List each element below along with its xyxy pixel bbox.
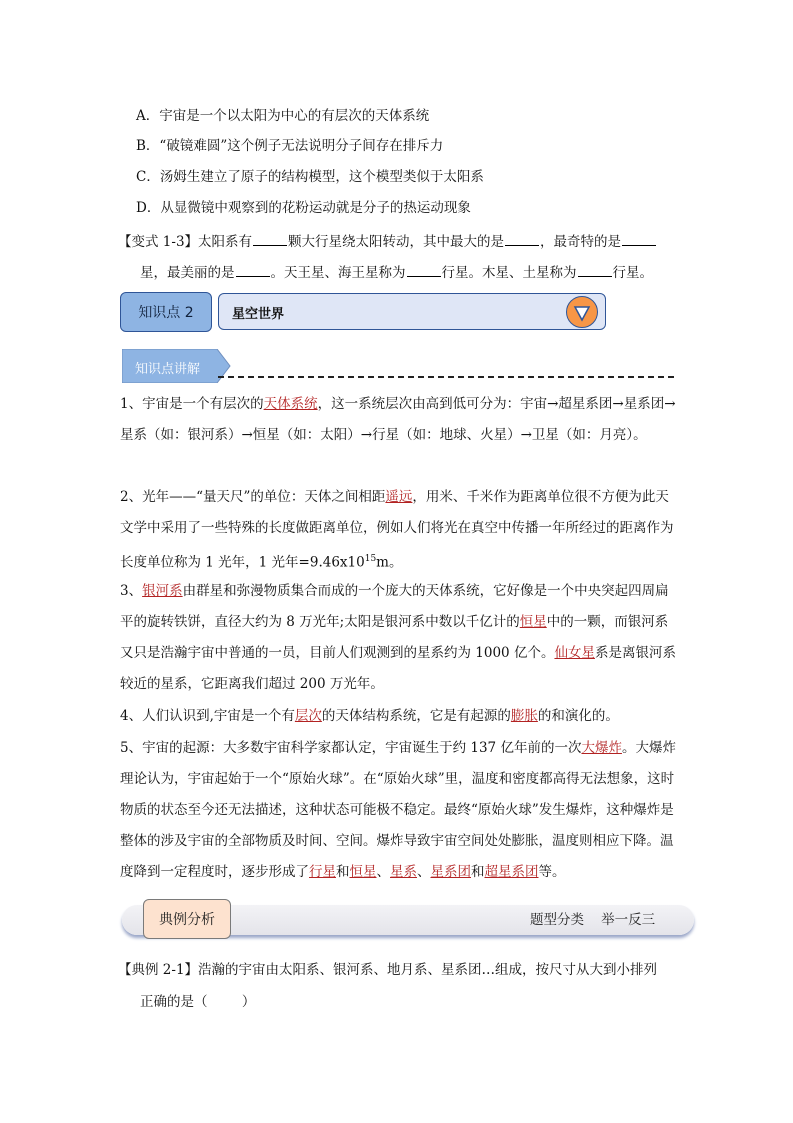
paragraph-4: 4、人们认识到,宇宙是一个有层次的天体结构系统，它是有起源的膨胀的和演化的。 [120,708,619,724]
blank [505,244,539,246]
variant-text: 星，最美丽的是 [140,265,235,281]
paragraph-5: 5、宇宙的起源：大多数宇宙科学家都认定，宇宙诞生于约 137 亿年前的一次大爆炸。大爆炸理论认为，宇宙起始于一个“原始火球”。在“原始火球”里，温度和密度都高得无法想象，这时物质的状态至今还无法描述，这种状态可能极不稳定。最终“原始火球”发生爆炸，这种爆炸是整体的涉及宇宙的全部物质及时间、空间。爆炸导致宇宙空间处处膨胀，温度则相应下降。温度降到一定程度时，逐步形成了行星和恒星、星系、星系团和超星系团等。 [120,740,676,880]
blank [622,244,656,246]
variant-tag: 【变式 1-3】 [118,234,199,250]
blank [407,275,441,277]
section-divider [218,376,674,378]
option-a: A．宇宙是一个以太阳为中心的有层次的天体系统 [136,108,430,124]
example-question-text: 浩瀚的宇宙由太阳系、银河系、地月系、星系团…组成，按尺寸从大到小排列 [198,962,658,978]
blank [253,244,287,246]
keyword: 层次 [294,708,322,724]
blank [578,275,612,277]
example-question-line2: 正确的是（ ） [140,994,256,1010]
variant-question-line2 [140,261,653,281]
blank [236,275,270,277]
paragraph-1: 1、宇宙是一个有层次的天体系统，这一系统层次由高到低可分为：宇宙→超星系团→星系团→星系（如：银河系）→恒星（如：太阳）→行星（如：地球、火星）→卫星（如：月亮）。 [120,396,676,443]
variant-text: 太阳系有 [198,234,253,250]
paragraph-2: 2、光年——“量天尺”的单位：天体之间相距遥远，用米、千米作为距离单位很不方便为此天文学中采用了一些特殊的长度做距离单位，例如人们将光在真空中传播一年所经过的距离作为长度单位称为 1 光年，1 光年$=9.46x10^{15}m$。 [120,489,674,571]
variant-text: 行星。 [612,265,653,281]
option-b: B．“破镜难圆”这个例子无法说明分子间存在排斥力 [136,138,444,154]
variant-text: ，最奇特的是 [540,234,622,250]
exponent: 15 [364,554,377,564]
keyword: 超星系团 [484,864,539,880]
section-label: 知识点讲解 [135,362,201,377]
option-d: D．从显微镜中观察到的花粉运动就是分子的热运动现象 [136,200,471,216]
keyword: 星系 [390,864,417,880]
keyword: 仙女星 [554,645,595,661]
keyword: 遥远 [385,489,413,505]
keyword: 膨胀 [510,708,538,724]
option-c: C．汤姆生建立了原子的结构模型，这个模型类似于太阳系 [136,169,484,185]
keyword: 星系团 [430,864,471,880]
example-question-line1 [118,958,657,978]
keyword: 大爆炸 [581,740,622,756]
keyword: 天体系统 [263,396,318,412]
chevron-down-icon[interactable] [566,296,598,328]
knowledge-point-title: 星空世界 [232,307,285,322]
variant-text: 颗大行星绕太阳转动，其中最大的是 [288,234,505,250]
keyword: 银河系 [142,583,183,599]
paragraph-3: 3、银河系由群星和弥漫物质集合而成的一个庞大的天体系统，它好像是一个中央突起四周扁平的旋转铁饼，直径大约为 8 万光年;太阳是银河系中数以千亿计的恒星中的一颗，而银河系又只是浩瀚宇宙中普通的一员，目前人们观测到的星系约为 1000 亿个。仙女星系是离银河系较近的星系，它距离我们超过 200 万光年。 [120,583,676,692]
example-tag: 典例分析 [143,899,231,939]
variant-question-line1 [118,230,657,250]
keyword: 行星 [309,864,336,880]
variant-text: 。天王星、海王星称为 [270,265,406,281]
example-subtitle: 题型分类 举一反三 [530,912,656,928]
variant-text: 行星。木星、土星称为 [441,265,577,281]
example-question-tag: 【典例 2-1】 [118,962,199,978]
keyword: 恒星 [519,614,547,630]
knowledge-point-tag: 知识点 2 [120,292,212,332]
keyword: 恒星 [349,864,377,880]
